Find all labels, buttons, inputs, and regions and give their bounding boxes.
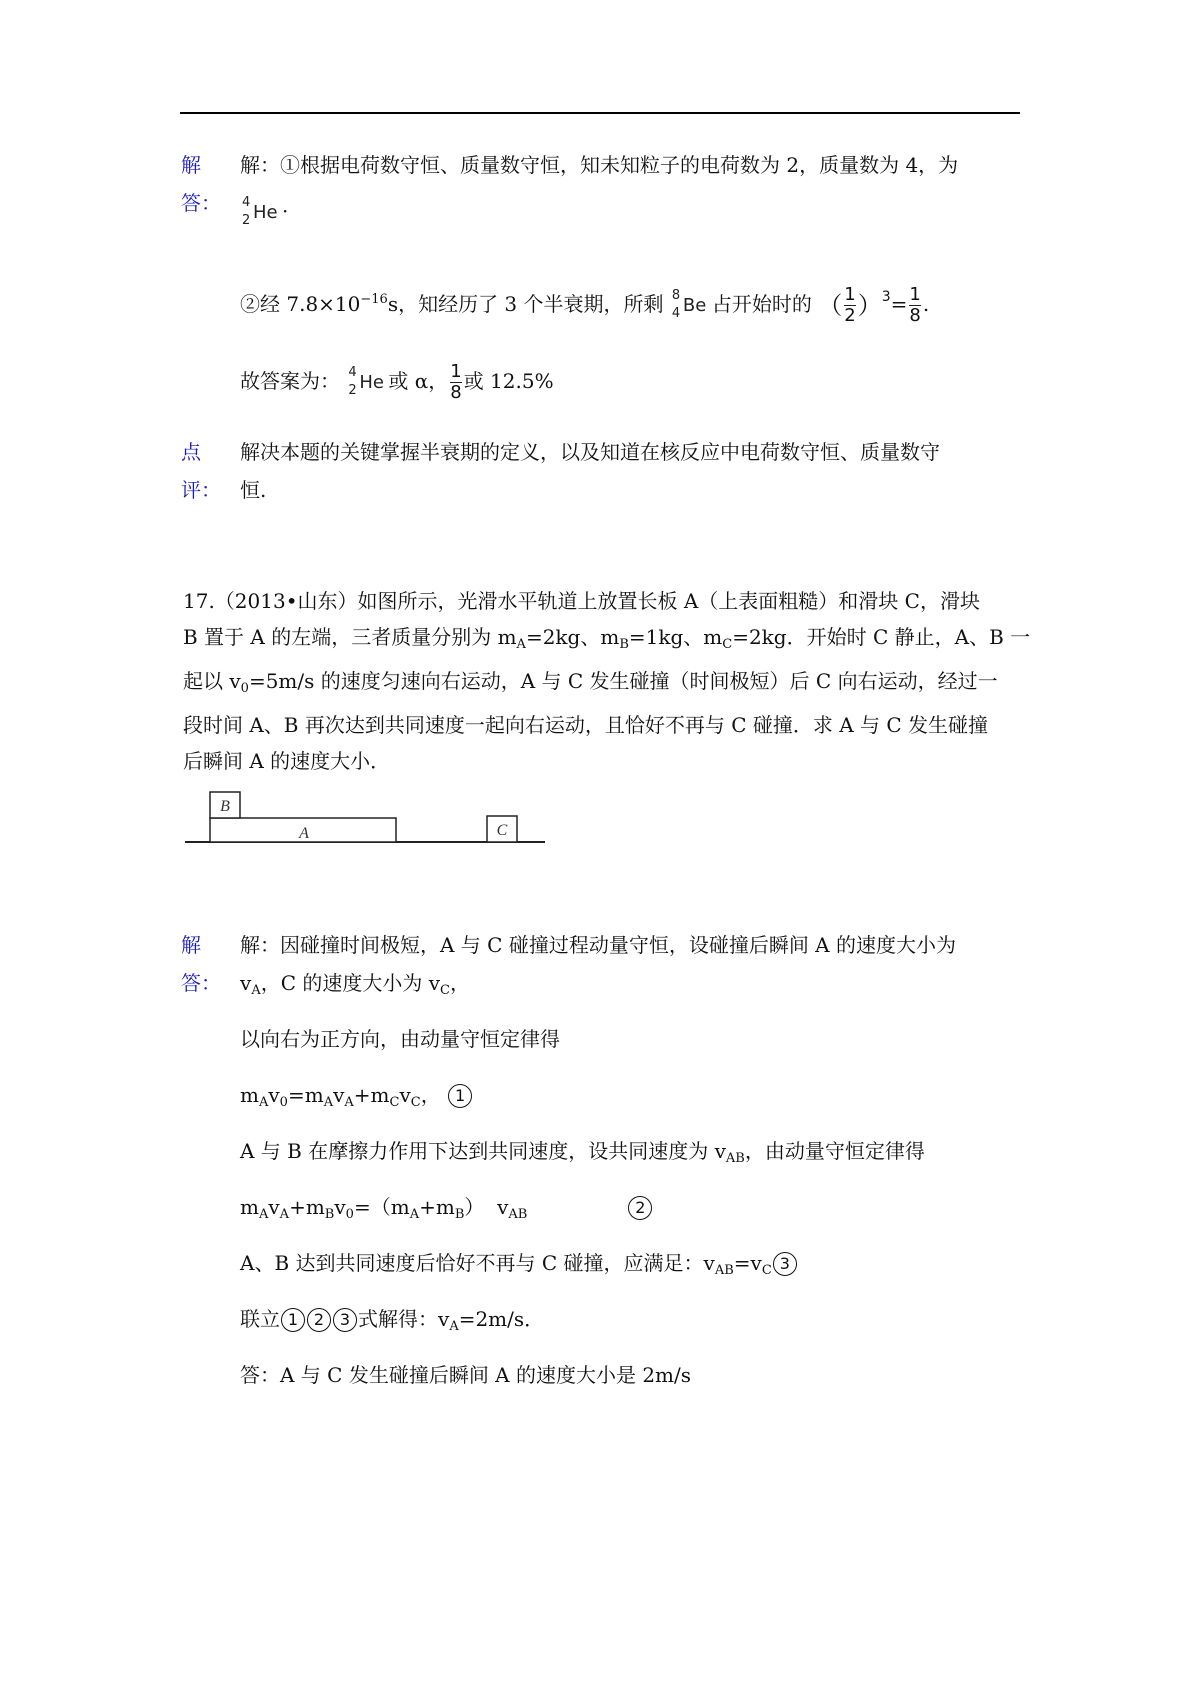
answer1-line1: 解：①根据电荷数守恒、质量数守恒，知未知粒子的电荷数为 2，质量数为 4，为 — [240, 153, 959, 177]
comment-line2: 恒. — [240, 478, 267, 502]
equation-number-3: 3 — [773, 1252, 797, 1276]
fraction-one-eighth: $\frac{1}{8}$ — [909, 284, 921, 326]
answer2-line5: A 与 B 在摩擦力作用下达到共同速度，设共同速度为 $v_{AB}$，由动量守恒定律得 — [240, 1139, 925, 1166]
equation-number-1: 1 — [448, 1084, 472, 1108]
top-rule — [180, 112, 1020, 114]
label-c: C — [496, 822, 508, 839]
equation-number-2: 2 — [628, 1196, 652, 1220]
problem-line1: 17.（2013•山东）如图所示，光滑水平轨道上放置长板 A（上表面粗糙）和滑块 C，滑块 — [183, 589, 980, 613]
answer1-helium: 4 2 He · — [240, 192, 288, 232]
equation-3: A、B 达到共同速度后恰好不再与 C 碰撞，应满足：$v_{AB}=v_C$ 3 — [240, 1244, 798, 1290]
equation-2: $m_Av_A+m_Bv_0=(m_A+m_B)$ $v_{AB}$ 2 — [240, 1188, 653, 1234]
equation-1: $m_Av_0=m_Av_A+m_Cv_C$， 1 — [240, 1076, 473, 1122]
problem-line4: 段时间 A、B 再次达到共同速度一起向右运动，且恰好不再与 C 碰撞．求 A 与 C 发生碰撞 — [183, 713, 989, 737]
answer2-label-top: 解 — [181, 933, 201, 957]
answer2-line1: 解：因碰撞时间极短，A 与 C 碰撞过程动量守恒，设碰撞后瞬间 A 的速度大小为 — [240, 933, 956, 957]
problem-line2: B 置于 A 的左端，三者质量分别为 $m_A=2kg$、$m_B=1kg$、$m_C=2kg$．开始时 C 静止，A、B 一 — [183, 625, 1031, 652]
problem-line3: 起以 $v_0=5m/s$ 的速度匀速向右运动，A 与 C 发生碰撞（时间极短）后 C 向右运动，经过一 — [183, 669, 998, 696]
answer1-line2: ②经 $7.8\times 10^{-16}s$，知经历了 3 个半衰期，所剩 8 4 Be 占开始时的 （ $\frac{1}{2}$ ）$^3$= $\frac{1}{8}$ . — [240, 284, 930, 326]
comment-line1: 解决本题的关键掌握半衰期的定义，以及知道在核反应中电荷数守恒、质量数守 — [240, 440, 940, 464]
helium-nuclide-final: 4 2 He — [348, 364, 384, 398]
label-a: A — [299, 825, 309, 842]
label-b: B — [220, 798, 230, 815]
comment-label-top: 点 — [181, 440, 201, 464]
answer2-line3: 以向右为正方向，由动量守恒定律得 — [240, 1027, 560, 1051]
fraction-one-eighth-final: $\frac{1}{8}$ — [450, 361, 462, 403]
answer-label-top: 解 — [181, 153, 201, 177]
fraction-one-half: $\frac{1}{2}$ — [844, 284, 856, 326]
answer1-final: 故答案为： 4 2 He 或 α， $\frac{1}{8}$ 或 12.5% — [240, 361, 554, 403]
answer-label-bottom: 答： — [181, 191, 221, 215]
comment-label-bottom: 评： — [181, 478, 221, 502]
problem-17 — [183, 583, 1031, 779]
beryllium-nuclide: 8 4 Be — [671, 287, 707, 321]
collision-figure — [180, 780, 550, 850]
helium-nuclide: 4 2 He — [242, 194, 278, 228]
answer2-final: 答：A 与 C 发生碰撞后瞬间 A 的速度大小是 2m/s — [240, 1363, 692, 1387]
answer2-label-bottom: 答： — [181, 971, 221, 995]
answer2-solve: 联立 1 2 3 式解得：$v_A=2m/s$． — [240, 1307, 545, 1334]
answer2-line2: $v_A$，C 的速度大小为 $v_C$， — [240, 971, 470, 998]
problem-line5: 后瞬间 A 的速度大小． — [183, 749, 391, 773]
